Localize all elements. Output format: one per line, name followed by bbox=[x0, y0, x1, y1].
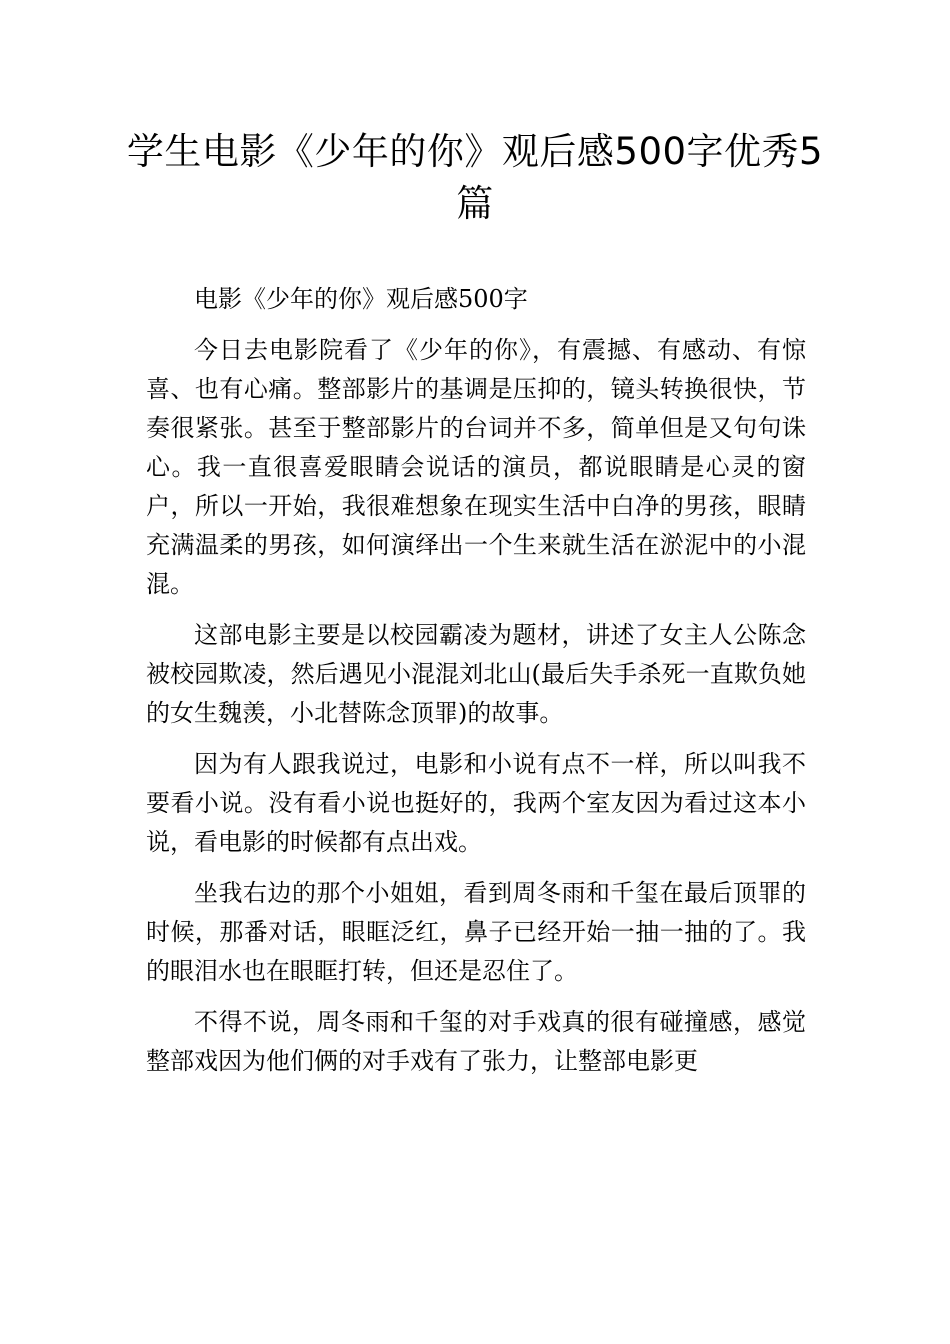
paragraph-2: 这部电影主要是以校园霸凌为题材，讲述了女主人公陈念被校园欺凌，然后遇见小混混刘北山(最后失手杀死一直欺负她的女生魏羡，小北替陈念顶罪)的故事。 bbox=[146, 621, 806, 727]
document-title: 学生电影《少年的你》观后感500字优秀5篇 bbox=[126, 130, 824, 225]
paragraph-3: 因为有人跟我说过，电影和小说有点不一样，所以叫我不要看小说。没有看小说也挺好的，我两个室友因为看过这本小说，看电影的时候都有点出戏。 bbox=[146, 750, 806, 856]
paragraph-1: 今日去电影院看了《少年的你》，有震撼、有感动、有惊喜、也有心痛。整部影片的基调是压抑的，镜头转换很快，节奏很紧张。甚至于整部影片的台词并不多，简单但是又句句诛心。我一直很喜爱眼睛会说话的演员，都说眼睛是心灵的窗户，所以一开始，我很难想象在现实生活中白净的男孩，眼睛充满温柔的男孩，如何演绎出一个生来就生活在淤泥中的小混混。 bbox=[146, 336, 806, 598]
paragraph-5: 不得不说，周冬雨和千玺的对手戏真的很有碰撞感，感觉整部戏因为他们俩的对手戏有了张力，让整部电影更 bbox=[146, 1008, 806, 1075]
section-heading: 电影《少年的你》观后感500字 bbox=[194, 285, 528, 313]
document-body bbox=[146, 280, 806, 1093]
paragraph-4: 坐我右边的那个小姐姐，看到周冬雨和千玺在最后顶罪的时候，那番对话，眼眶泛红，鼻子已经开始一抽一抽的了。我的眼泪水也在眼眶打转，但还是忍住了。 bbox=[146, 879, 806, 985]
